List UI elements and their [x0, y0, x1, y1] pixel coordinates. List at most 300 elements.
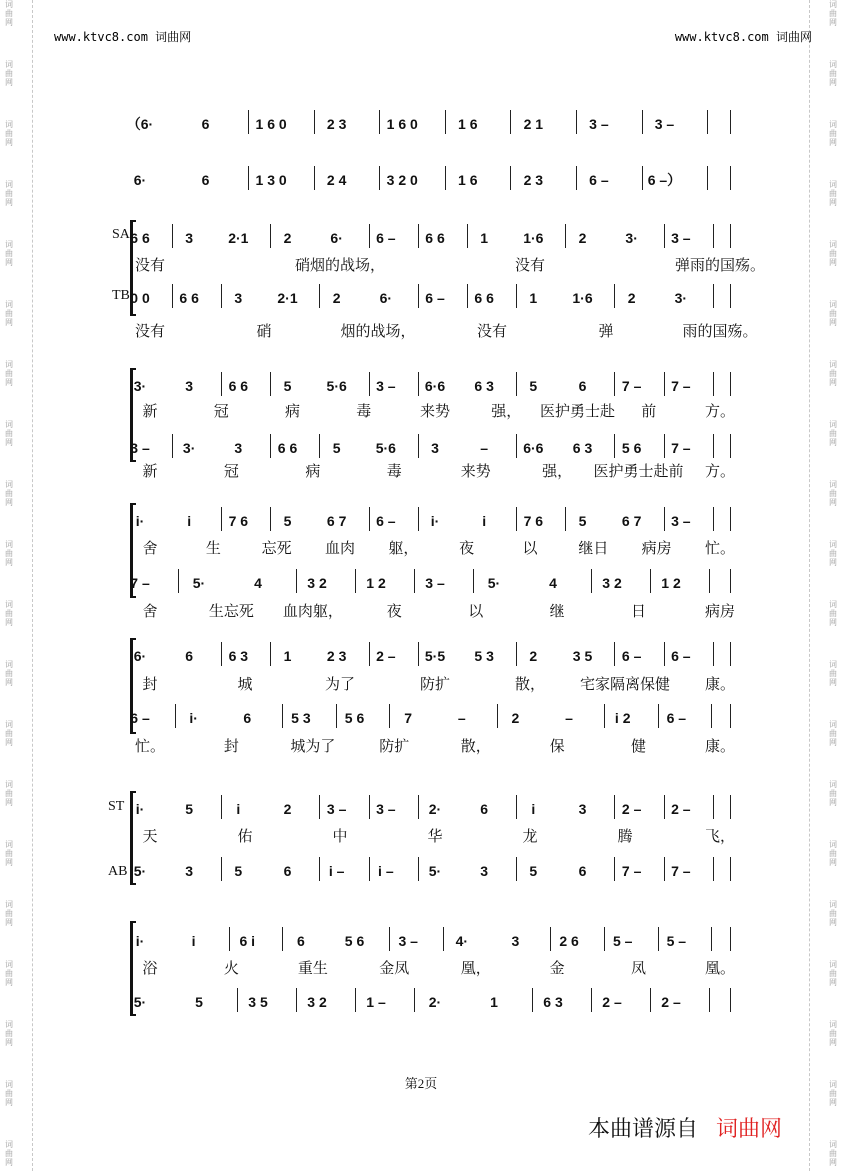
- note-group: 2·1: [228, 230, 249, 246]
- barline: [516, 507, 517, 531]
- note-group: 6: [201, 116, 210, 132]
- barline: [369, 795, 370, 819]
- note-group: 5·: [133, 863, 147, 879]
- lyric-text: 封: [142, 675, 158, 693]
- barline: [336, 704, 337, 728]
- notation-row: [0, 648, 842, 678]
- barline: [473, 569, 474, 593]
- barline: [369, 857, 370, 881]
- barline: [379, 110, 380, 134]
- note-group: 3: [511, 933, 520, 949]
- barline: [355, 988, 356, 1012]
- note-group: 3 –: [589, 116, 609, 132]
- note-group: –: [480, 440, 489, 456]
- header-left-link[interactable]: [54, 28, 191, 45]
- note-group: 2·: [428, 801, 442, 817]
- watermark-text: 词 曲 网: [5, 1080, 13, 1107]
- lyric-text: 封: [223, 737, 239, 755]
- note-group: 6 –: [376, 230, 396, 246]
- lyric-text: 生: [205, 539, 221, 557]
- watermark-text: 词 曲 网: [5, 180, 13, 207]
- lyric-text: 病: [284, 402, 301, 420]
- barline: [172, 434, 173, 458]
- barline: [229, 927, 230, 951]
- barline: [445, 110, 446, 134]
- note-group: 2 3: [326, 648, 347, 664]
- note-group: 5 6: [621, 440, 642, 456]
- lyric-text: 烟的战场，: [340, 322, 416, 340]
- header-right-url[interactable]: www.ktvc8.com: [674, 30, 769, 44]
- note-group: 2 –: [621, 801, 642, 817]
- final-barline: [730, 284, 731, 308]
- barline: [614, 857, 615, 881]
- barline: [711, 704, 712, 728]
- note-group: 6 i: [239, 933, 256, 949]
- barline: [389, 704, 390, 728]
- note-group: 6 6: [228, 378, 249, 394]
- note-group: 5 –: [612, 933, 633, 949]
- note-group: 6·6: [523, 440, 544, 456]
- note-group: 1: [490, 994, 498, 1010]
- barline: [172, 224, 173, 248]
- lyric-text: 夜: [459, 539, 475, 557]
- lyric-text: 弹: [598, 322, 614, 340]
- barline: [497, 704, 498, 728]
- final-barline: [730, 795, 731, 819]
- barline: [664, 795, 665, 819]
- watermark-text: 词 曲 网: [5, 780, 13, 807]
- lyric-text: 冠: [213, 402, 229, 420]
- lyric-text: 毒: [356, 402, 372, 420]
- barline: [282, 927, 283, 951]
- bracket-top: [130, 368, 136, 370]
- watermark-text: 词 曲 网: [829, 360, 837, 387]
- note-group: i·: [135, 513, 145, 529]
- barline: [445, 166, 446, 190]
- note-group: 2·: [428, 994, 442, 1010]
- barline: [664, 372, 665, 396]
- barline: [576, 110, 577, 134]
- note-group: 6: [283, 863, 292, 879]
- lyric-text: 方。: [704, 462, 736, 480]
- note-group: 6: [201, 172, 210, 188]
- note-group: 3 5: [248, 994, 268, 1010]
- note-group: i: [236, 801, 241, 817]
- lyric-text: 散，: [514, 675, 546, 693]
- barline: [296, 569, 297, 593]
- barline: [237, 988, 238, 1012]
- note-group: 2: [627, 290, 636, 306]
- note-group: 3: [480, 863, 489, 879]
- lyric-text: 以: [468, 602, 484, 620]
- note-group: 1 2: [366, 575, 386, 591]
- lyric-text: 生忘死: [208, 602, 254, 620]
- note-group: 2 –: [661, 994, 681, 1010]
- note-group: 1 –: [366, 994, 386, 1010]
- note-group: 2 4: [326, 172, 347, 188]
- barline: [314, 110, 315, 134]
- lyric-text: 忙。: [134, 737, 166, 755]
- note-group: 3: [185, 378, 194, 394]
- watermark-text: 词 曲 网: [5, 840, 13, 867]
- note-group: 2 6: [559, 933, 579, 949]
- note-group: 7 –: [671, 440, 691, 456]
- note-group: i: [531, 801, 536, 817]
- note-group: 3 –: [425, 575, 445, 591]
- lyric-text: 中: [332, 827, 348, 845]
- barline: [565, 224, 566, 248]
- note-group: 3·: [625, 230, 638, 246]
- note-group: 5: [185, 801, 194, 817]
- lyric-text: 重生: [297, 959, 328, 977]
- barline: [550, 927, 551, 951]
- lyric-text: 舍: [142, 602, 158, 620]
- note-group: 3 –: [376, 801, 396, 817]
- lyric-text: 火: [223, 959, 239, 977]
- barline: [614, 434, 615, 458]
- barline: [443, 927, 444, 951]
- barline: [319, 857, 320, 881]
- note-group: 6 3: [543, 994, 563, 1010]
- lyric-text: 硝: [256, 322, 272, 340]
- note-group: 2: [283, 801, 292, 817]
- barline: [642, 110, 643, 134]
- barline: [658, 927, 659, 951]
- lyric-text: 医护勇士赴前: [593, 462, 684, 480]
- barline: [414, 569, 415, 593]
- lyric-text: 新: [142, 402, 158, 420]
- barline: [614, 642, 615, 666]
- note-group: 2 3: [523, 172, 544, 188]
- lyric-text: 没有: [514, 256, 546, 274]
- watermark-text: 词 曲 网: [5, 360, 13, 387]
- note-group: 3 –: [326, 801, 347, 817]
- lyric-text: 没有: [476, 322, 508, 340]
- final-barline: [730, 434, 731, 458]
- barline: [248, 110, 249, 134]
- watermark-text: 词 曲 网: [5, 900, 13, 927]
- note-group: 6 –: [130, 710, 150, 726]
- note-group: i –: [378, 863, 394, 879]
- note-group: 6 3: [228, 648, 249, 664]
- note-group: 6 –: [376, 513, 396, 529]
- note-group: 7 6: [523, 513, 544, 529]
- lyric-text: 继日: [578, 539, 609, 557]
- source-prefix: 本曲谱源自: [588, 1116, 699, 1141]
- note-group: 7: [404, 710, 413, 726]
- voice-label-st: ST: [108, 799, 125, 814]
- header-right-site[interactable]: 词曲网: [775, 30, 812, 44]
- lyric-text: 宅家隔离保健: [579, 675, 671, 693]
- watermark-text: 词 曲 网: [5, 300, 13, 327]
- note-group: 5 –: [666, 933, 687, 949]
- note-group: 2 –: [376, 648, 396, 664]
- barline: [510, 166, 511, 190]
- note-group: 4: [254, 575, 262, 591]
- lyric-text: 强，: [491, 402, 522, 420]
- barline: [516, 857, 517, 881]
- note-group: 6·: [133, 648, 147, 664]
- lyric-text: 凤: [631, 959, 647, 977]
- note-group: 3: [185, 230, 194, 246]
- bracket-top: [130, 921, 136, 923]
- note-group: 6 6: [277, 440, 298, 456]
- note-group: 2: [283, 230, 292, 246]
- note-group: 6: [578, 863, 587, 879]
- lyric-text: 忘死: [261, 539, 292, 557]
- barline: [713, 224, 714, 248]
- note-group: 1·6: [523, 230, 544, 246]
- note-group: 5: [283, 378, 292, 394]
- watermark-text: 词 曲 网: [829, 660, 837, 687]
- note-group: 6 3: [474, 378, 494, 394]
- lyric-text: 毒: [386, 462, 402, 480]
- voice-label-ab: AB: [108, 864, 128, 879]
- final-barline: [730, 988, 731, 1012]
- lyric-text: 为了: [324, 675, 356, 693]
- watermark-text: 词 曲 网: [5, 0, 13, 27]
- barline: [270, 434, 271, 458]
- barline: [314, 166, 315, 190]
- barline: [516, 795, 517, 819]
- final-barline: [730, 507, 731, 531]
- watermark-text: 词 曲 网: [829, 0, 837, 27]
- note-group: 6 –）: [647, 172, 682, 188]
- barline: [467, 284, 468, 308]
- barline: [614, 372, 615, 396]
- barline: [707, 166, 708, 190]
- barline: [713, 857, 714, 881]
- barline: [532, 988, 533, 1012]
- note-group: 6·: [133, 172, 147, 188]
- final-barline: [730, 372, 731, 396]
- barline: [369, 642, 370, 666]
- voice-label-sa: SA: [112, 227, 130, 242]
- note-group: 6: [297, 933, 305, 949]
- barline: [418, 507, 419, 531]
- barline: [516, 372, 517, 396]
- lyric-text: 舍: [142, 539, 158, 557]
- watermark-text: 词 曲 网: [829, 600, 837, 627]
- note-group: 5: [529, 378, 538, 394]
- barline: [414, 988, 415, 1012]
- note-group: 7 –: [621, 378, 642, 394]
- lyric-text: 金凤: [379, 959, 410, 977]
- note-group: 3: [234, 440, 243, 456]
- watermark-text: 词 曲 网: [5, 1020, 13, 1047]
- lyric-text: 日: [631, 602, 647, 620]
- watermark-text: 词 曲 网: [5, 720, 13, 747]
- lyric-text: 保: [549, 737, 565, 755]
- watermark-text: 词 曲 网: [829, 240, 837, 267]
- watermark-text: 词 曲 网: [5, 240, 13, 267]
- watermark-text: 词 曲 网: [829, 780, 837, 807]
- note-group: 2·1: [277, 290, 298, 306]
- lyric-text: 病房: [704, 602, 736, 620]
- note-group: 3 2 0: [386, 172, 418, 188]
- barline: [576, 166, 577, 190]
- note-group: 5 3: [291, 710, 311, 726]
- note-group: 5 3: [474, 648, 494, 664]
- barline: [604, 704, 605, 728]
- barline: [418, 857, 419, 881]
- note-group: 6 6: [425, 230, 445, 246]
- lyric-text: 康。: [704, 737, 736, 755]
- barline: [296, 988, 297, 1012]
- note-group: 6: [480, 801, 489, 817]
- bracket-top: [130, 638, 136, 640]
- barline: [713, 434, 714, 458]
- watermark-text: 词 曲 网: [829, 900, 837, 927]
- watermark-text: 词 曲 网: [5, 960, 13, 987]
- lyric-text: 夜: [386, 602, 402, 620]
- lyric-text: 弹雨的国殇。: [674, 256, 766, 274]
- note-group: 5: [195, 994, 203, 1010]
- barline: [713, 372, 714, 396]
- note-group: 3: [431, 440, 439, 456]
- header-left-url[interactable]: www.ktvc8.com: [54, 30, 148, 44]
- note-group: i: [187, 513, 192, 529]
- note-group: 3 2: [307, 994, 327, 1010]
- source-credit: [588, 1112, 782, 1143]
- source-brand-link[interactable]: 词曲网: [716, 1116, 783, 1141]
- barline: [221, 795, 222, 819]
- note-group: 7 –: [671, 863, 691, 879]
- lyric-text: 防扩: [379, 737, 410, 755]
- header-left-site[interactable]: 词曲网: [155, 30, 192, 44]
- note-group: 5·: [192, 575, 206, 591]
- barline: [418, 224, 419, 248]
- note-group: 1 6: [458, 116, 478, 132]
- barline: [604, 927, 605, 951]
- barline: [713, 507, 714, 531]
- note-group: 5: [283, 513, 292, 529]
- lyric-text: 康。: [704, 675, 736, 693]
- watermark-text: 词 曲 网: [829, 480, 837, 507]
- note-group: 5: [234, 863, 243, 879]
- watermark-text: 词 曲 网: [5, 420, 13, 447]
- note-group: 1 3 0: [255, 172, 287, 188]
- note-group: 1 6 0: [386, 116, 418, 132]
- watermark-text: 词 曲 网: [5, 660, 13, 687]
- note-group: 5: [578, 513, 587, 529]
- note-group: 3 5: [572, 648, 593, 664]
- note-group: 6 3: [572, 440, 593, 456]
- note-group: 1 6: [458, 172, 478, 188]
- note-group: 6 –: [671, 648, 691, 664]
- barline: [664, 224, 665, 248]
- note-group: 5: [529, 863, 538, 879]
- note-group: 6: [578, 378, 587, 394]
- barline: [642, 166, 643, 190]
- note-group: 6·: [330, 230, 343, 246]
- note-group: 6 –: [425, 290, 445, 306]
- barline: [650, 569, 651, 593]
- barline: [175, 704, 176, 728]
- note-group: –: [457, 710, 466, 726]
- lyric-text: 城: [237, 675, 253, 693]
- note-group: 1 6 0: [255, 116, 287, 132]
- lyric-text: 健: [631, 737, 647, 755]
- bracket-top: [130, 503, 136, 505]
- barline: [221, 372, 222, 396]
- lyric-text: 防扩: [419, 675, 451, 693]
- note-group: （6·: [126, 116, 154, 132]
- voice-label-tb: TB: [112, 288, 130, 303]
- lyric-text: 来势: [460, 462, 491, 480]
- note-group: i: [482, 513, 487, 529]
- lyric-text: 病房: [641, 539, 672, 557]
- barline: [282, 704, 283, 728]
- barline: [709, 988, 710, 1012]
- barline: [591, 988, 592, 1012]
- watermark-text: 词 曲 网: [829, 840, 837, 867]
- lyric-text: 龙: [522, 827, 538, 845]
- note-group: 3: [234, 290, 243, 306]
- notation-row: [0, 172, 842, 202]
- note-group: 7 –: [671, 378, 691, 394]
- lyric-text: 血肉: [324, 539, 356, 557]
- note-group: 1 2: [661, 575, 681, 591]
- note-group: 5·6: [375, 440, 396, 456]
- lyric-text: 华: [427, 827, 443, 845]
- note-group: –: [565, 710, 573, 726]
- lyric-text: 血肉躯，: [282, 602, 343, 620]
- note-group: 2 –: [671, 801, 691, 817]
- final-barline: [730, 110, 731, 134]
- note-group: 6 7: [621, 513, 642, 529]
- note-group: 4·: [455, 933, 469, 949]
- note-group: 3 2: [602, 575, 622, 591]
- note-group: 4: [549, 575, 557, 591]
- lyric-text: 病: [305, 462, 321, 480]
- note-group: 3 –: [671, 230, 691, 246]
- note-group: 6 6: [179, 290, 199, 306]
- lyric-text: 腾: [617, 827, 633, 845]
- note-group: 1: [529, 290, 538, 306]
- lyric-text: 飞，: [704, 827, 736, 845]
- note-group: i·: [135, 801, 145, 817]
- note-group: 2 –: [602, 994, 622, 1010]
- note-group: 3: [578, 801, 587, 817]
- note-group: 5·6: [326, 378, 347, 394]
- note-group: 3 –: [130, 440, 150, 456]
- note-group: 6·: [379, 290, 393, 306]
- barline: [591, 569, 592, 593]
- lyric-text: 雨的国殇。: [682, 322, 758, 340]
- note-group: 6 –: [589, 172, 609, 188]
- watermark-text: 词 曲 网: [5, 1140, 13, 1167]
- watermark-text: 词 曲 网: [829, 120, 837, 147]
- note-group: 0 0: [130, 290, 150, 306]
- barline: [516, 434, 517, 458]
- barline: [369, 372, 370, 396]
- header-right-link[interactable]: [675, 28, 812, 45]
- barline: [319, 795, 320, 819]
- watermark-text: 词 曲 网: [5, 60, 13, 87]
- note-group: 6: [243, 710, 252, 726]
- barline: [664, 507, 665, 531]
- lyric-text: 继: [549, 602, 565, 620]
- note-group: 3 –: [654, 116, 675, 132]
- lyric-text: 硝烟的战场，: [294, 256, 386, 274]
- note-group: 3: [185, 863, 194, 879]
- lyric-text: 没有: [134, 256, 166, 274]
- note-group: 3·: [182, 440, 196, 456]
- note-group: 2: [578, 230, 587, 246]
- barline: [178, 569, 179, 593]
- note-group: i: [191, 933, 196, 949]
